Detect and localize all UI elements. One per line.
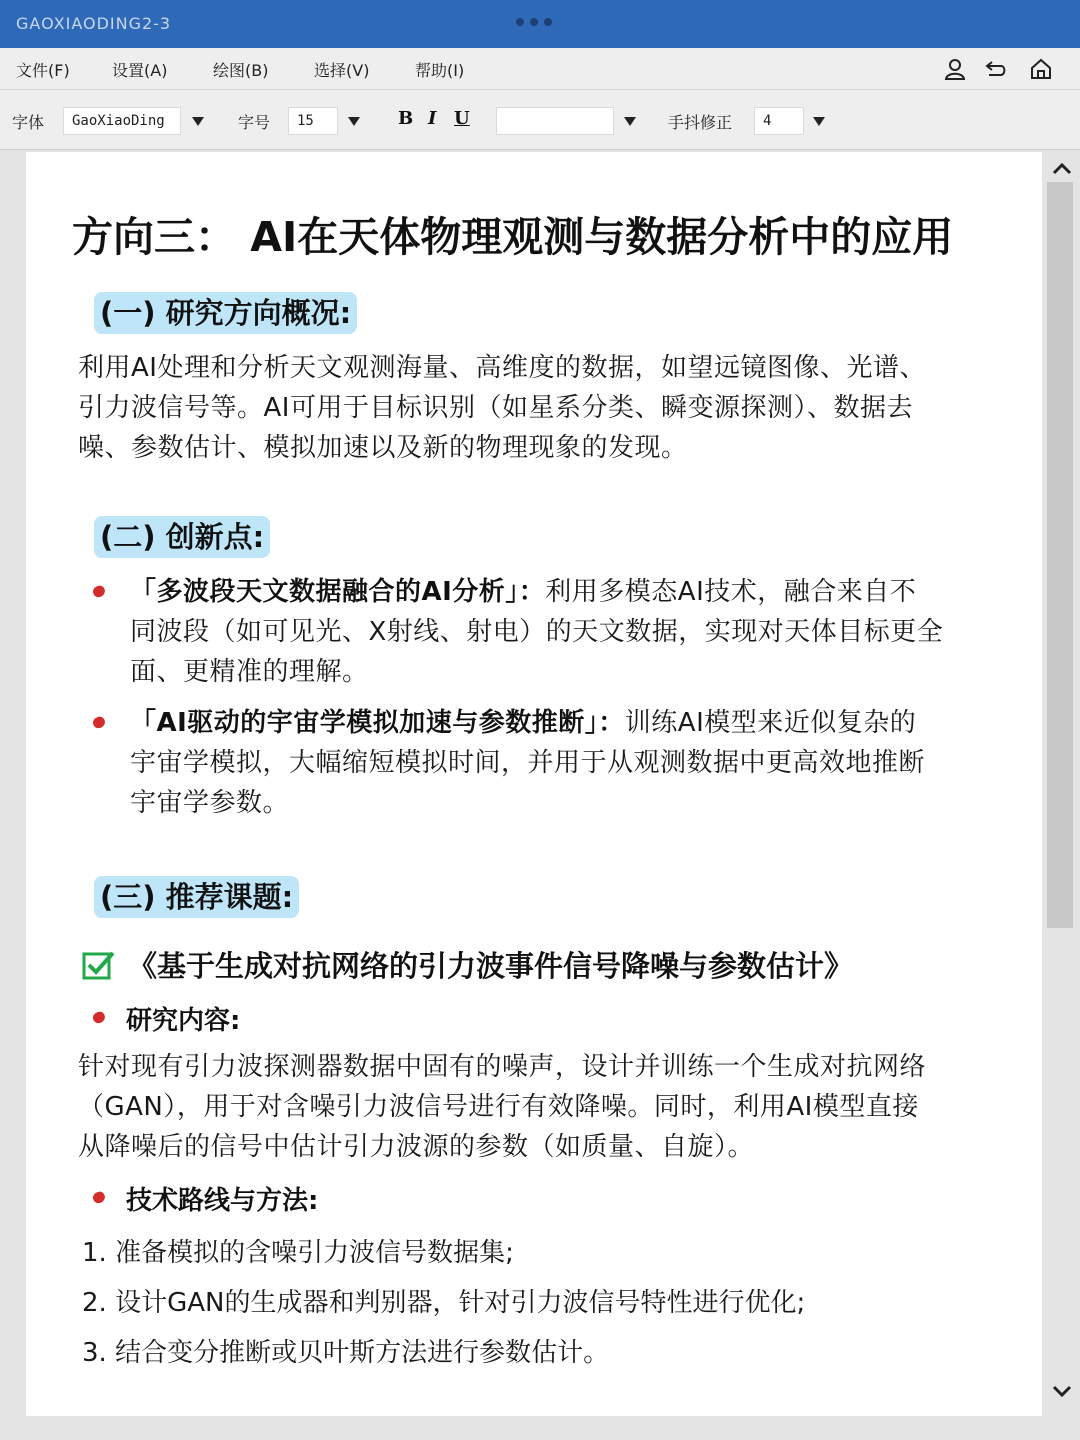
method-heading: 技术路线与方法:	[126, 1186, 319, 1216]
bullet-icon	[91, 584, 106, 598]
bullet-icon	[91, 1010, 106, 1024]
menu-help[interactable]: 帮助(I)	[415, 61, 465, 80]
size-label: 字号	[238, 113, 271, 132]
shake-dropdown-button[interactable]	[805, 107, 833, 135]
method-step: 2. 设计GAN的生成器和判别器，针对引力波信号特性进行优化;	[82, 1288, 806, 1318]
style-dropdown-button[interactable]	[616, 107, 644, 135]
scroll-down-button[interactable]	[1048, 1378, 1076, 1406]
undo-icon[interactable]	[984, 56, 1010, 82]
document-page[interactable]	[26, 152, 1042, 1416]
topic-title: 《基于生成对抗网络的引力波事件信号降噪与参数估计》	[128, 949, 854, 983]
scroll-up-button[interactable]	[1048, 154, 1076, 182]
shake-correction-select[interactable]: 4	[754, 107, 804, 135]
format-toolbar	[0, 90, 1080, 150]
home-icon[interactable]	[1028, 56, 1054, 82]
text-line: 噪、参数估计、模拟加速以及新的物理现象的发现。	[78, 433, 688, 463]
size-dropdown-button[interactable]	[340, 107, 368, 135]
scroll-thumb[interactable]	[1047, 182, 1073, 928]
bold-button[interactable]: B	[398, 108, 414, 129]
menu-settings[interactable]: 设置(A)	[112, 61, 168, 80]
text-line: 训练AI模型来近似复杂的	[624, 708, 917, 738]
text-line: 宇宙学参数。	[130, 788, 290, 818]
style-select[interactable]	[496, 107, 614, 135]
section-heading-overview: (一) 研究方向概况:	[94, 292, 357, 334]
text-line: 引力波信号等。AI可用于目标识别（如星系分类、瞬变源探测）、数据去	[78, 393, 913, 423]
text-line: （GAN），用于对含噪引力波信号进行有效降噪。同时，利用AI模型直接	[78, 1092, 919, 1122]
dot-icon	[544, 18, 552, 26]
section-heading-innovations: (二) 创新点:	[94, 516, 270, 558]
italic-button[interactable]: I	[428, 108, 437, 129]
chevron-down-icon	[624, 117, 636, 126]
chevron-down-icon	[1052, 1385, 1072, 1399]
window-menu-dots[interactable]	[516, 18, 552, 26]
menu-select[interactable]: 选择(V)	[314, 61, 370, 80]
section-heading-topics: (三) 推荐课题:	[94, 876, 299, 918]
text-line: 从降噪后的信号中估计引力波源的参数（如质量、自旋）。	[78, 1132, 755, 1162]
bullet-icon	[91, 715, 106, 729]
chevron-down-icon	[192, 117, 204, 126]
chevron-down-icon	[813, 117, 825, 126]
dot-icon	[516, 18, 524, 26]
checkbox-checked-icon[interactable]	[82, 949, 116, 981]
bullet-icon	[91, 1190, 106, 1204]
title-bar	[0, 0, 1080, 48]
text-line: 面、更精准的理解。	[130, 657, 369, 687]
chevron-up-icon	[1052, 161, 1072, 175]
innovation-title: 「AI驱动的宇宙学模拟加速与参数推断」：	[130, 708, 625, 738]
research-content-paragraph	[78, 1047, 1008, 1167]
user-icon[interactable]	[942, 56, 968, 82]
method-step: 3. 结合变分推断或贝叶斯方法进行参数估计。	[82, 1338, 610, 1368]
dot-icon	[530, 18, 538, 26]
innovation-title: 「多波段天文数据融合的AI分析」：	[130, 577, 546, 607]
shake-correction-label: 手抖修正	[668, 113, 733, 132]
window-title: GAOXIAODING2-3	[16, 14, 172, 33]
research-content-heading: 研究内容:	[126, 1006, 241, 1036]
text-line: 利用AI处理和分析天文观测海量、高维度的数据，如望远镜图像、光谱、	[78, 353, 926, 383]
chevron-down-icon	[348, 117, 360, 126]
font-dropdown-button[interactable]	[184, 107, 212, 135]
text-line: 利用多模态AI技术，融合来自不	[545, 577, 917, 607]
text-line: 同波段（如可见光、X射线、射电）的天文数据，实现对天体目标更全	[130, 617, 944, 647]
underline-button[interactable]: U	[454, 108, 470, 129]
menu-bar	[0, 48, 1080, 90]
innovation-item	[130, 703, 1008, 823]
font-select[interactable]: GaoXiaoDing	[63, 107, 181, 135]
page-title: 方向三： AI在天体物理观测与数据分析中的应用	[72, 213, 954, 261]
vertical-scrollbar[interactable]	[1044, 152, 1080, 1416]
innovation-item	[130, 572, 1008, 692]
size-select[interactable]: 15	[288, 107, 338, 135]
menu-draw[interactable]: 绘图(B)	[213, 61, 269, 80]
method-step: 1. 准备模拟的含噪引力波信号数据集;	[82, 1238, 514, 1268]
font-label: 字体	[12, 113, 45, 132]
text-line: 宇宙学模拟，大幅缩短模拟时间，并用于从观测数据中更高效地推断	[130, 748, 926, 778]
menu-file[interactable]: 文件(F)	[16, 61, 70, 80]
overview-paragraph	[78, 348, 1008, 468]
recommended-topic	[82, 944, 853, 985]
text-line: 针对现有引力波探测器数据中固有的噪声，设计并训练一个生成对抗网络	[78, 1052, 927, 1082]
